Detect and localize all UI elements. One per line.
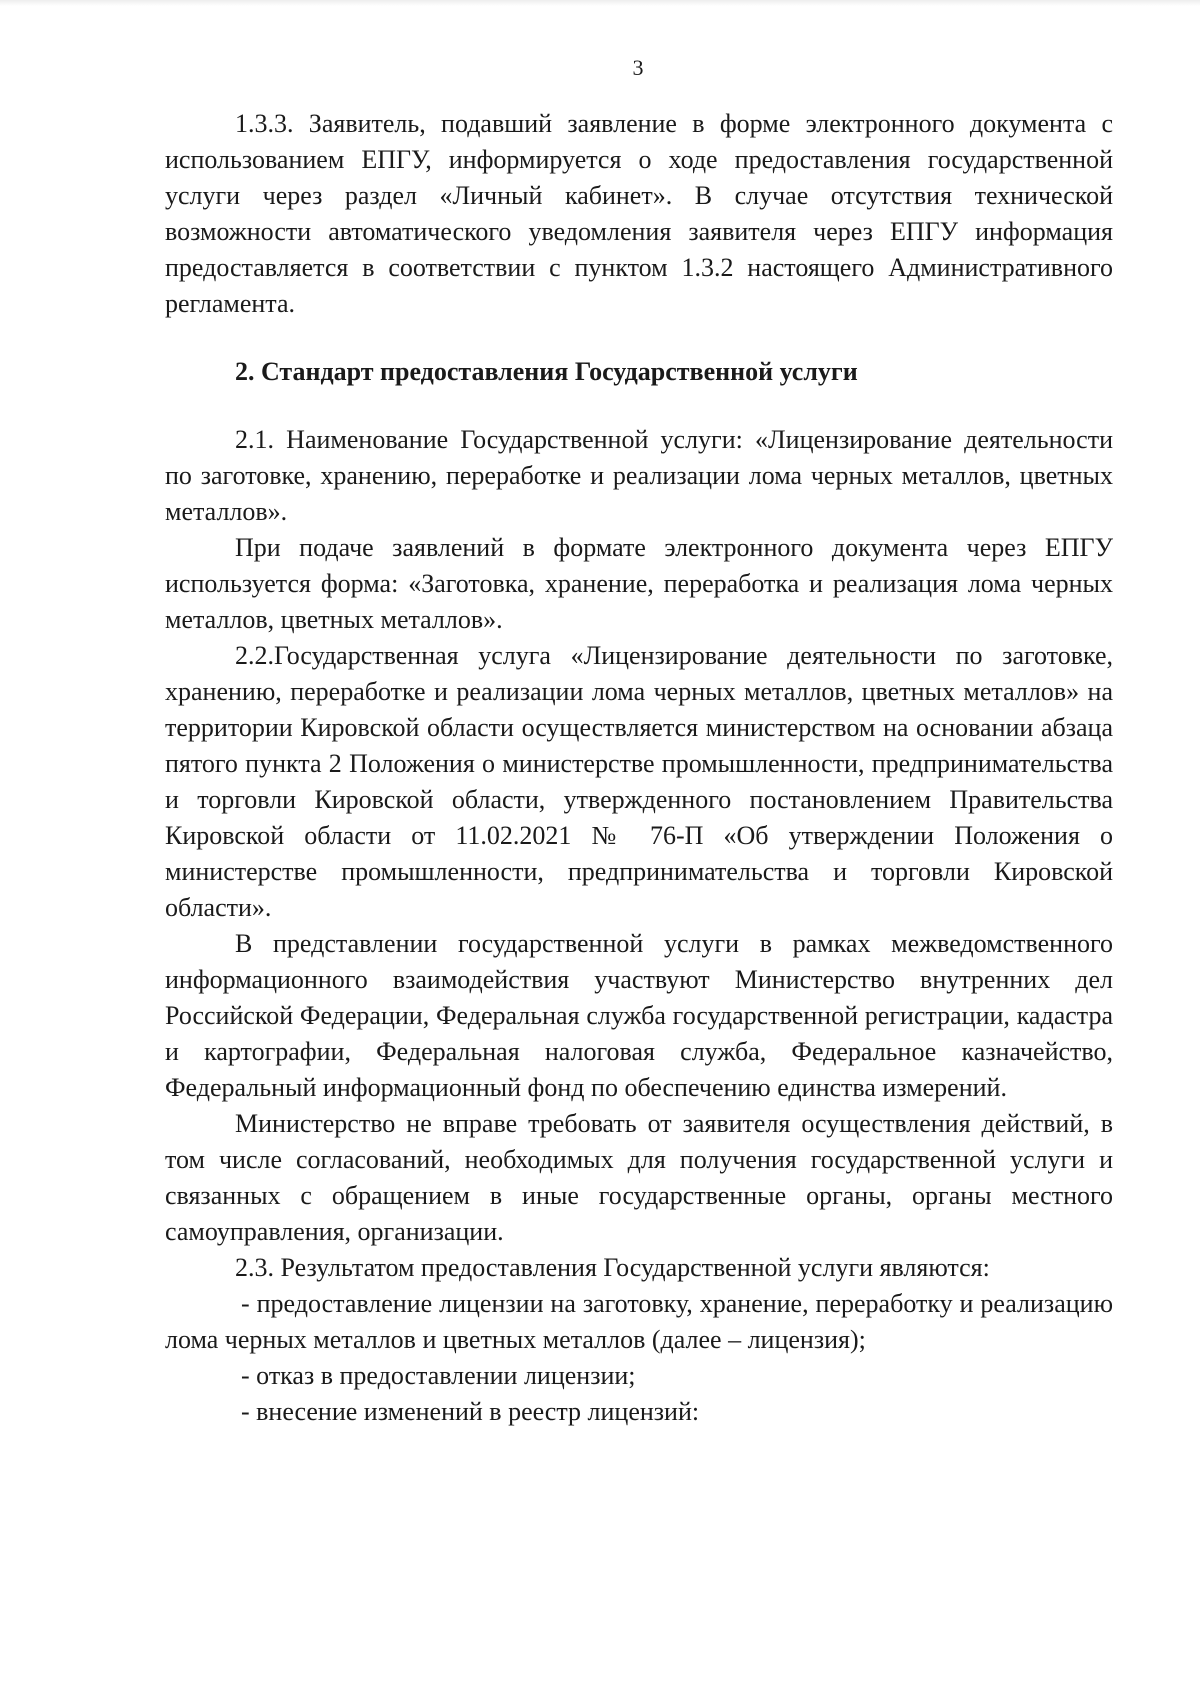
list-item: - предоставление лицензии на заготовку, хранение, переработку и реализацию лома черных металлов и цветных металлов (далее – лицензия); [165,1289,1113,1354]
document-body [165,106,1113,1430]
paragraph-1-3-3: 1.3.3. Заявитель, подавший заявление в форме электронного документа с использованием ЕПГУ, информируется о ходе предоставления государственной услуги через раздел «Личный кабинет». В случае отсутствия технической возможности автоматического уведомления заявителя через ЕПГУ информация предоставляется в соответствии с пунктом 1.3.2 настоящего Административного регламента. [165,109,1113,318]
paragraph-2-1: 2.1. Наименование Государственной услуги: «Лицензирование деятельности по заготовке, хранению, переработке и реализации лома черных металлов, цветных металлов». [165,425,1113,526]
section-heading: 2. Стандарт предоставления Государственной услуги [235,357,858,386]
paragraph-2-2: 2.2.Государственная услуга «Лицензирование деятельности по заготовке, хранению, переработке и реализации лома черных металлов, цветных металлов» на территории Кировской области осуществляется министерством на основании абзаца пятого пункта 2 Положения о министерстве промышленности, предпринимательства и торговли Кировской области, утвержденного постановлением Правительства Кировской области от 11.02.2021 № 76-П «Об утверждении Положения о министерстве промышленности, предпринимательства и торговли Кировской области». [165,641,1113,922]
list-item: - отказ в предоставлении лицензии; [241,1361,636,1390]
list-item: - внесение изменений в реестр лицензий: [241,1397,700,1426]
paragraph-ministry-restrictions: Министерство не вправе требовать от заявителя осуществления действий, в том числе согласований, необходимых для получения государственной услуги и связанных с обращением в иные государственные органы, органы местного самоуправления, организации. [165,1109,1113,1246]
paragraph-epgu-form: При подаче заявлений в формате электронного документа через ЕПГУ используется форма: «Заготовка, хранение, переработка и реализация лома черных металлов, цветных металлов». [165,533,1113,634]
paragraph-2-3: 2.3. Результатом предоставления Государственной услуги являются: [235,1253,990,1282]
paragraph-interagency: В представлении государственной услуги в рамках межведомственного информационного взаимодействия участвуют Министерство внутренних дел Российской Федерации, Федеральная служба государственной регистрации, кадастра и картографии, Федеральная налоговая служба, Федеральное казначейство, Федеральный информационный фонд по обеспечению единства измерений. [165,929,1113,1102]
scan-edge [0,0,1200,6]
section-2-body [165,422,1113,1430]
page-number: 3 [632,55,644,80]
